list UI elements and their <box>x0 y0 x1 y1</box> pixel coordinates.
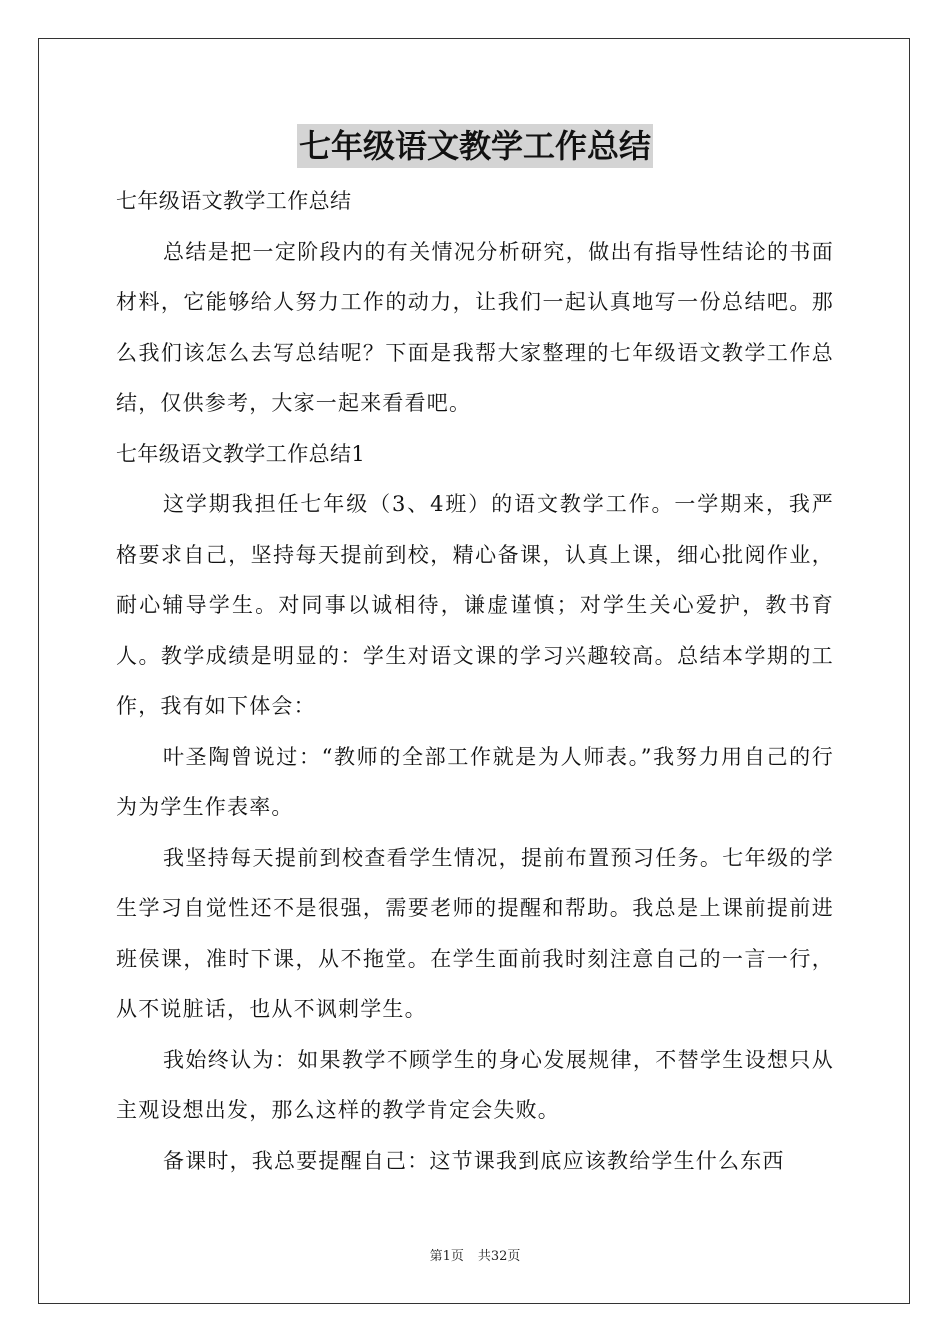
paragraph-intro: 总结是把一定阶段内的有关情况分析研究，做出有指导性结论的书面材料，它能够给人努力工作的动力，让我们一起认真地写一份总结吧。那么我们该怎么去写总结呢？下面是我帮大家整理的七年级语文教学工作总结，仅供参考，大家一起来看看吧。 <box>116 239 834 415</box>
paragraph-body: 我始终认为：如果教学不顾学生的身心发展规律，不替学生设想只从主观设想出发，那么这样的教学肯定会失败。 <box>116 1047 834 1122</box>
document-body <box>116 176 834 1186</box>
paragraph-body: 我坚持每天提前到校查看学生情况，提前布置预习任务。七年级的学生学习自觉性还不是很强，需要老师的提醒和帮助。我总是上课前提前进班侯课，准时下课，从不拖堂。在学生面前我时刻注意自己的一言一行，从不说脏话，也从不讽刺学生。 <box>116 845 834 1021</box>
paragraph-body: 备课时，我总要提醒自己：这节课我到底应该教给学生什么东西 <box>163 1148 785 1173</box>
paragraph-body: 这学期我担任七年级（3、4班）的语文教学工作。一学期来，我严格要求自己，坚持每天提前到校，精心备课，认真上课，细心批阅作业，耐心辅导学生。对同事以诚相待，谦虚谨慎；对学生关心爱护，教书育人。教学成绩是明显的：学生对语文课的学习兴趣较高。总结本学期的工作，我有如下体会： <box>116 492 834 718</box>
paragraph-body: 叶圣陶曾说过：“教师的全部工作就是为人师表。”我努力用自己的行为为学生作表率。 <box>116 744 834 819</box>
paragraph-section-heading: 七年级语文教学工作总结1 <box>116 441 366 466</box>
title-container <box>0 124 950 168</box>
page-total: 共32页 <box>477 1249 521 1264</box>
page-footer <box>0 1248 950 1266</box>
page-number: 第1页 <box>429 1249 464 1264</box>
paragraph-subtitle: 七年级语文教学工作总结 <box>116 189 352 213</box>
document-title: 七年级语文教学工作总结 <box>297 124 653 168</box>
